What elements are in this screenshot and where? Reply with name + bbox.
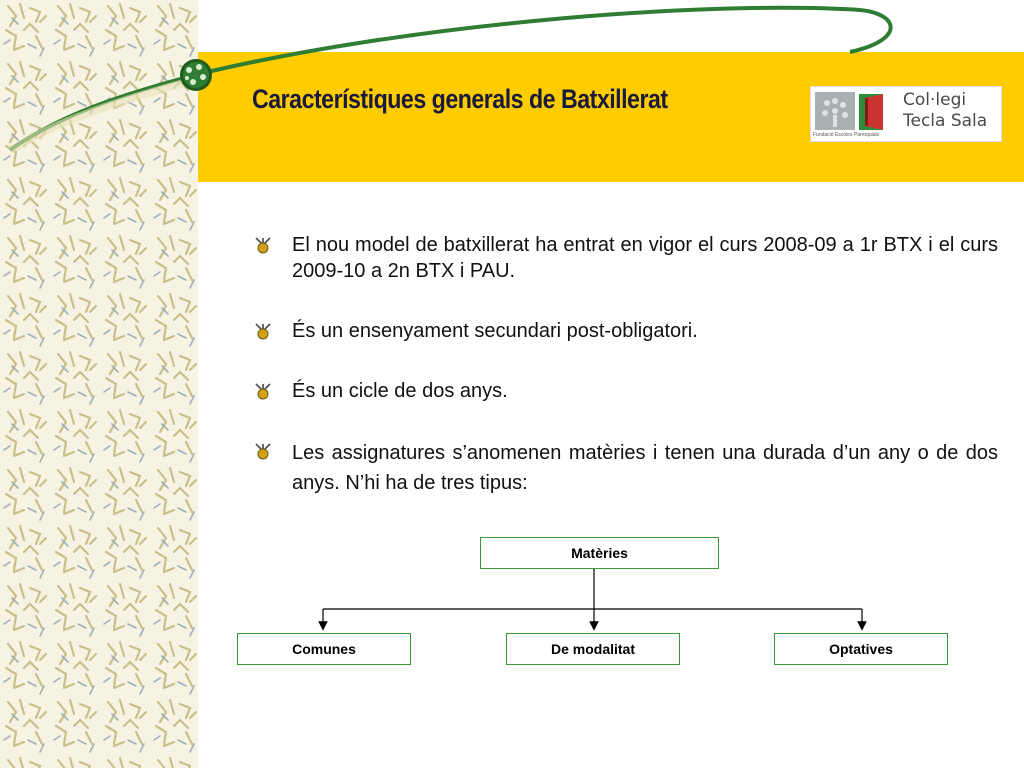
diagram-child-box [506, 633, 680, 665]
bullet-text: Les assignatures s’anomenen matèries i tenen una durada d’un any o de dos anys. N’hi ha de tres tipus: [292, 442, 998, 494]
diagram-child-box [237, 633, 411, 665]
diagram-root-label: Matèries [571, 545, 628, 561]
slide-title: Característiques generals de Batxillerat [252, 84, 668, 114]
bullet-text: És un ensenyament secundari post-obligatori. [292, 320, 698, 342]
logo-line2: Tecla Sala [903, 111, 988, 131]
diagram-root-box [480, 537, 719, 569]
diagram-child-label: Comunes [292, 641, 356, 657]
logo-foundation: Fundació Escoles Parroquials [813, 132, 880, 138]
diagram-child-box [774, 633, 948, 665]
logo-line1: Col·legi [903, 90, 967, 110]
bullet-text: El nou model de batxillerat ha entrat en vigor el curs 2008-09 a 1r BTX i el curs 2009-10 a 2n BTX i PAU. [292, 234, 998, 282]
bullet-text: És un cicle de dos anys. [292, 380, 508, 402]
diagram-child-label: Optatives [829, 641, 893, 657]
diagram-child-label: De modalitat [550, 641, 635, 657]
